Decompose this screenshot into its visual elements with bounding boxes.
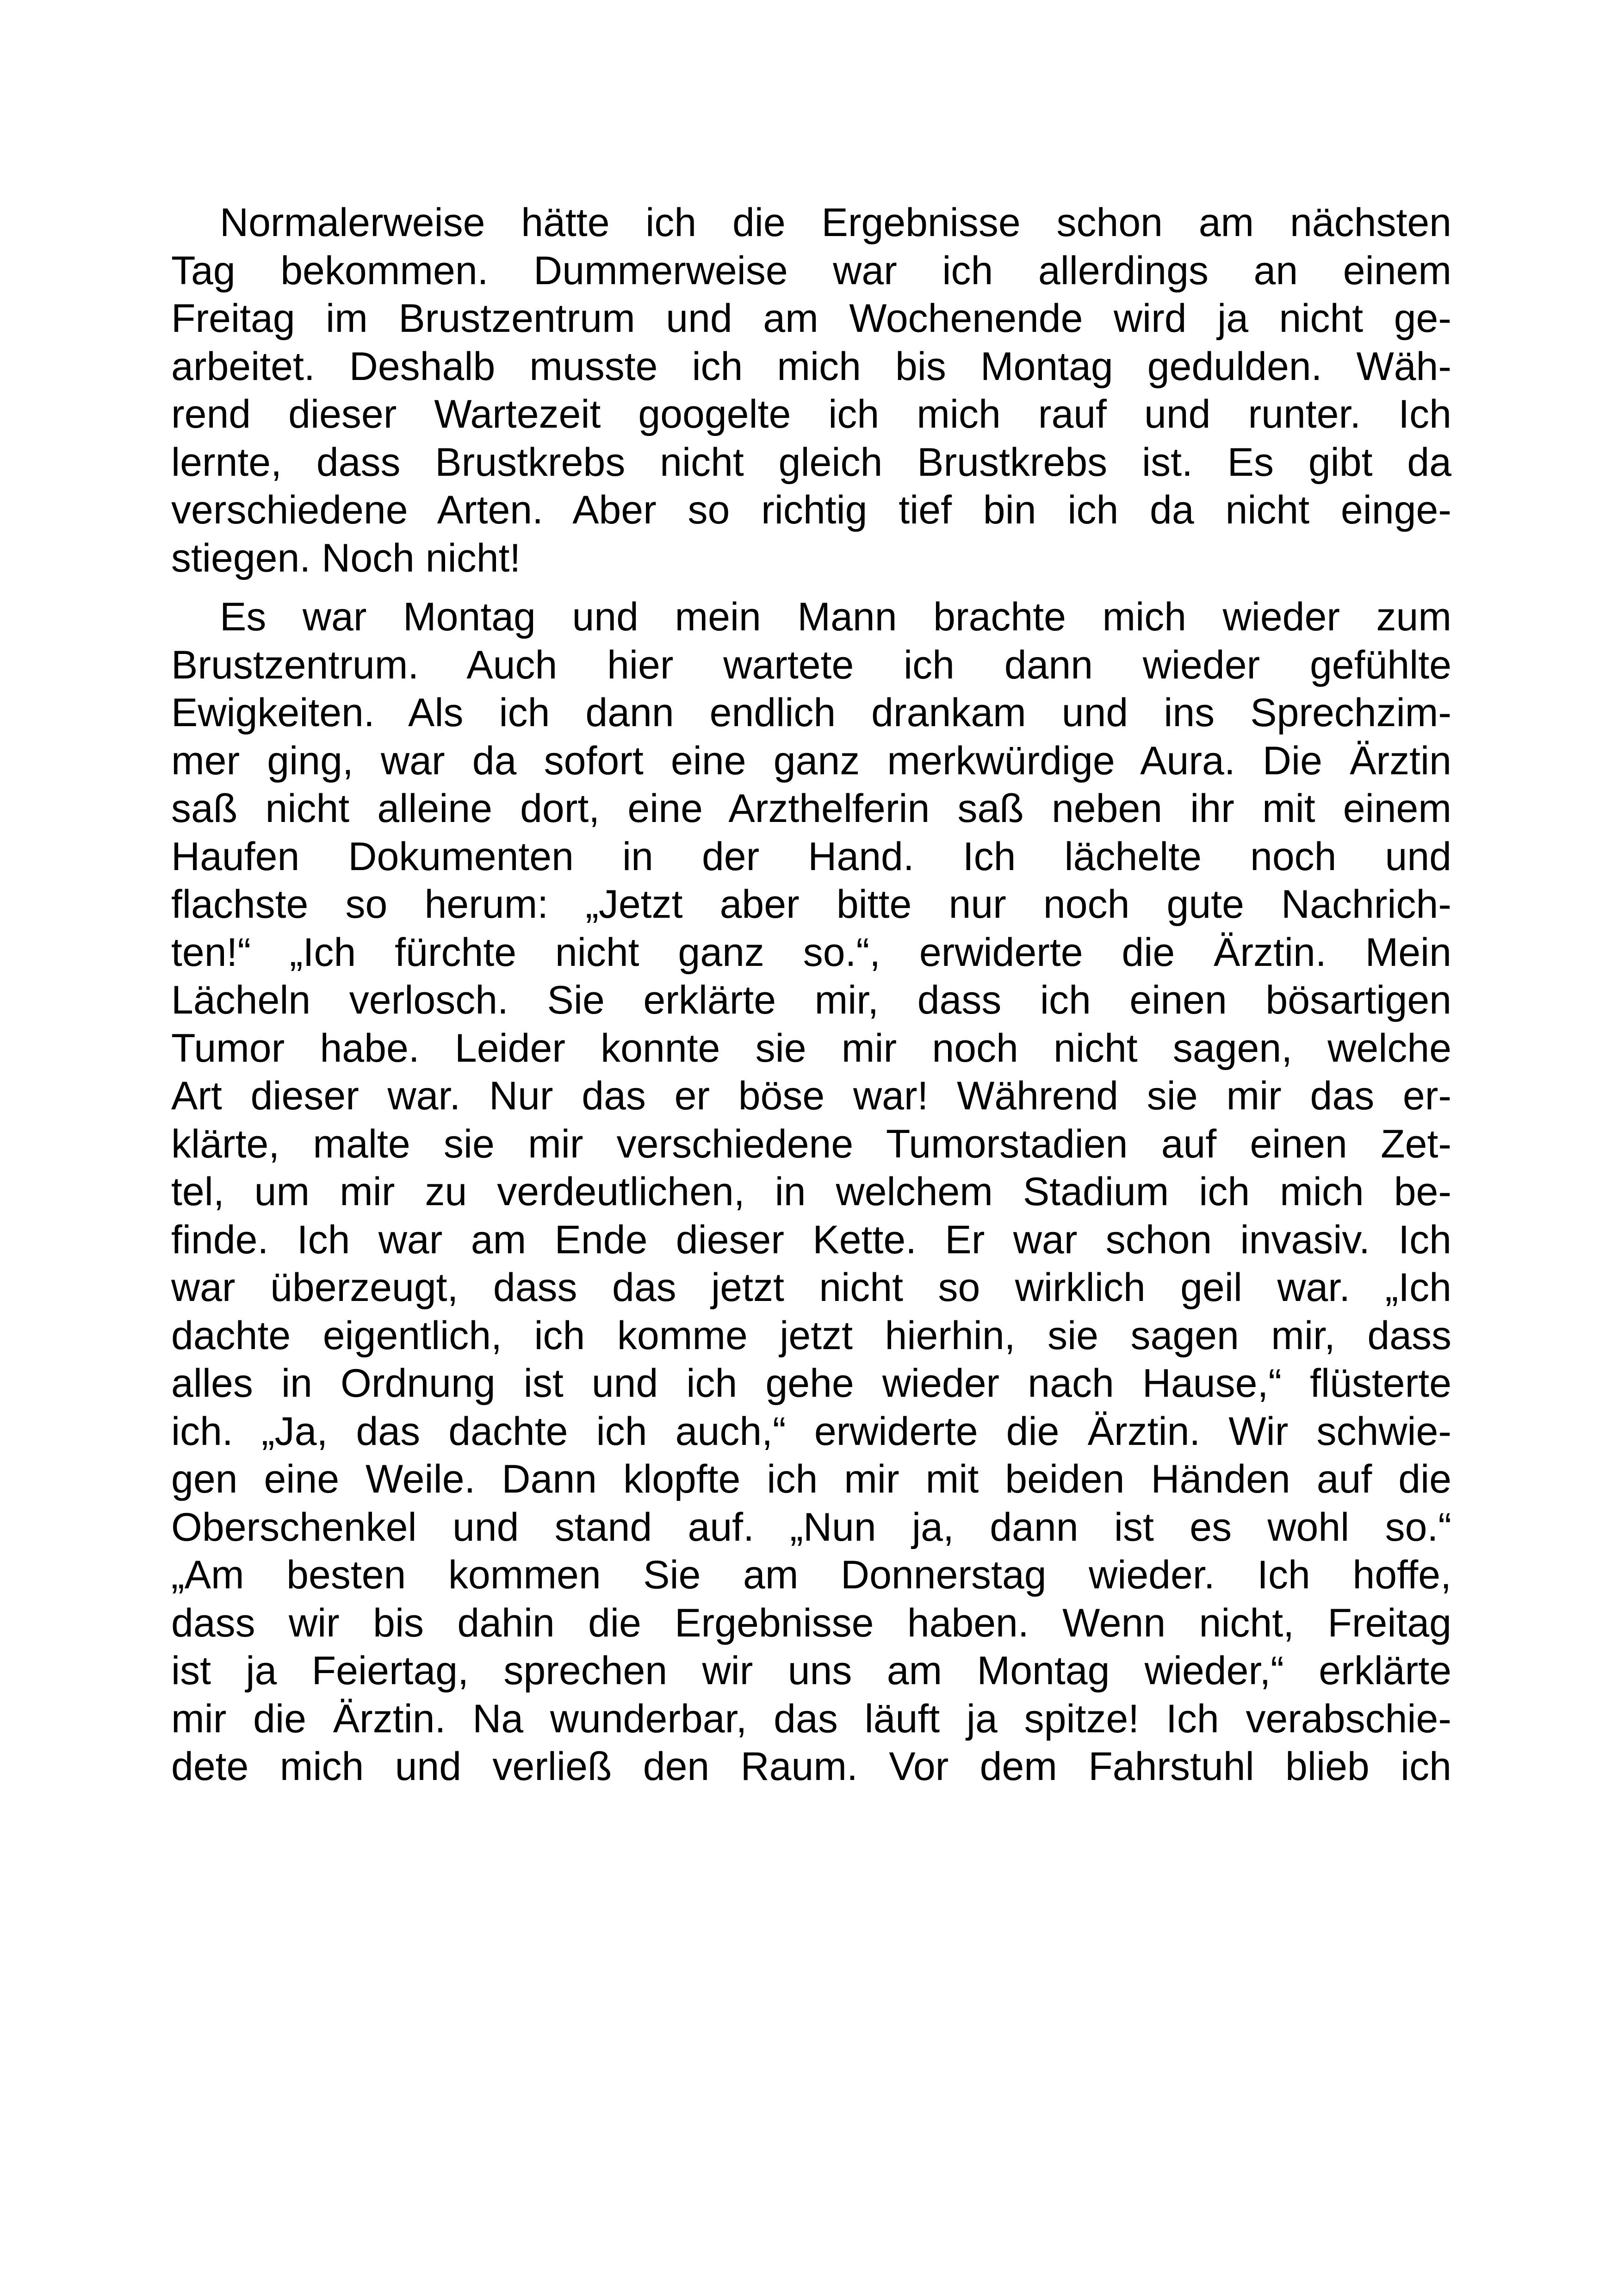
text-line: lernte, dass Brustkrebs nicht gleich Brustkrebs ist. Es gibt da xyxy=(171,440,1451,485)
text-line: „Am besten kommen Sie am Donnerstag wieder. Ich hoffe, xyxy=(171,1553,1451,1597)
text-line: Freitag im Brustzentrum und am Wochenende wird ja nicht ge- xyxy=(171,296,1451,341)
text-line: Tag bekommen. Dummerweise war ich allerdings an einem xyxy=(171,248,1451,293)
text-line: Ewigkeiten. Als ich dann endlich drankam und ins Sprechzim- xyxy=(171,691,1451,735)
text-line: Normalerweise hätte ich die Ergebnisse schon am nächsten xyxy=(220,200,1451,245)
text-line: mer ging, war da sofort eine ganz merkwürdige Aura. Die Ärztin xyxy=(171,738,1451,783)
text-line: rend dieser Wartezeit googelte ich mich rauf und runter. Ich xyxy=(171,392,1451,436)
body-text xyxy=(171,199,1451,1791)
text-line: ten!“ „Ich fürchte nicht ganz so.“, erwiderte die Ärztin. Mein xyxy=(171,930,1451,975)
text-line: Art dieser war. Nur das er böse war! Während sie mir das er- xyxy=(171,1074,1451,1118)
text-line: klärte, malte sie mir verschiedene Tumorstadien auf einen Zet- xyxy=(171,1121,1451,1166)
text-line: arbeitet. Deshalb musste ich mich bis Montag gedulden. Wäh- xyxy=(171,344,1451,389)
paragraph xyxy=(171,199,1451,582)
text-line: Haufen Dokumenten in der Hand. Ich lächelte noch und xyxy=(171,834,1451,879)
text-line: Es war Montag und mein Mann brachte mich wieder zum xyxy=(220,595,1451,639)
text-line: ist ja Feiertag, sprechen wir uns am Montag wieder,“ erklärte xyxy=(171,1649,1451,1693)
text-line: tel, um mir zu verdeutlichen, in welchem Stadium ich mich be- xyxy=(171,1170,1451,1214)
paragraph xyxy=(171,593,1451,1791)
text-line: gen eine Weile. Dann klopfte ich mir mit beiden Händen auf die xyxy=(171,1457,1451,1501)
text-line: war überzeugt, dass das jetzt nicht so wirklich geil war. „Ich xyxy=(171,1265,1451,1310)
text-line: saß nicht alleine dort, eine Arzthelferin saß neben ihr mit einem xyxy=(171,786,1451,831)
text-line: verschiedene Arten. Aber so richtig tief bin ich da nicht einge- xyxy=(171,488,1451,532)
text-line: finde. Ich war am Ende dieser Kette. Er war schon invasiv. Ich xyxy=(171,1217,1451,1262)
text-line: Tumor habe. Leider konnte sie mir noch nicht sagen, welche xyxy=(171,1026,1451,1070)
text-line: ich. „Ja, das dachte ich auch,“ erwiderte die Ärztin. Wir schwie- xyxy=(171,1409,1451,1454)
text-line: flachste so herum: „Jetzt aber bitte nur noch gute Nachrich- xyxy=(171,882,1451,927)
text-line: Brustzentrum. Auch hier wartete ich dann wieder gefühlte xyxy=(171,642,1451,687)
text-line: Lächeln verlosch. Sie erklärte mir, dass ich einen bösartigen xyxy=(171,978,1451,1022)
text-line: dass wir bis dahin die Ergebnisse haben. Wenn nicht, Freitag xyxy=(171,1600,1451,1645)
text-line: dete mich und verließ den Raum. Vor dem Fahrstuhl blieb ich xyxy=(171,1744,1451,1789)
text-line: stiegen. Noch nicht! xyxy=(171,535,521,580)
text-line: mir die Ärztin. Na wunderbar, das läuft ja spitze! Ich verabschie- xyxy=(171,1696,1451,1741)
text-line: alles in Ordnung ist und ich gehe wieder nach Hause,“ flüsterte xyxy=(171,1361,1451,1406)
text-line: Oberschenkel und stand auf. „Nun ja, dann ist es wohl so.“ xyxy=(171,1505,1451,1549)
text-line: dachte eigentlich, ich komme jetzt hierhin, sie sagen mir, dass xyxy=(171,1313,1451,1358)
